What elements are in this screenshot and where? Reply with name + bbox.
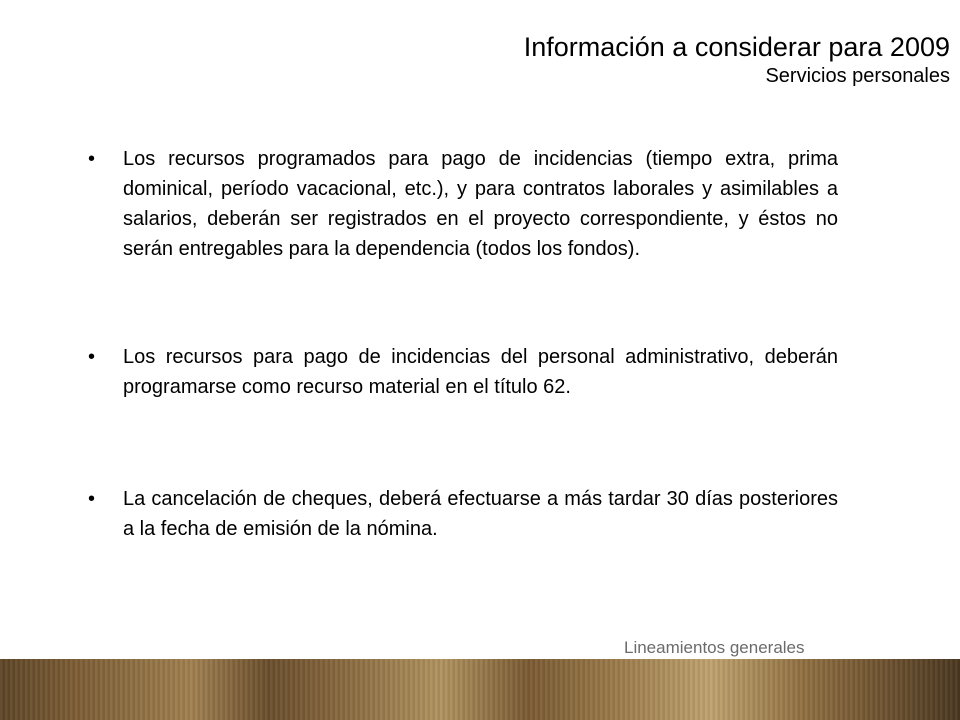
bullet-item [88, 144, 838, 264]
bullet-marker: • [88, 148, 96, 170]
slide-header [524, 30, 950, 88]
bullet-text: Los recursos para pago de incidencias del personal administrativo, deberán programarse como recurso material en el título 62. [123, 346, 838, 398]
footer-line-1: Lineamientos generales [624, 638, 805, 657]
slide-subtitle: Servicios personales [765, 65, 950, 87]
footer-decorative-bar [0, 659, 960, 720]
bullet-text: Los recursos programados para pago de incidencias (tiempo extra, prima dominical, período vacacional, etc.), y para contratos laborales y asimilables a salarios, deberán ser registrados en el proyecto correspondiente, y éstos no serán entregables para la dependencia (todos los fondos). [123, 148, 838, 260]
bullet-item [88, 484, 838, 544]
bullet-text: La cancelación de cheques, deberá efectuarse a más tardar 30 días posteriores a la fecha de emisión de la nómina. [123, 488, 838, 540]
slide-title: Información a considerar para 2009 [523, 32, 950, 62]
bullet-marker: • [88, 346, 96, 368]
bullet-item [88, 342, 838, 402]
bullet-marker: • [88, 488, 96, 510]
